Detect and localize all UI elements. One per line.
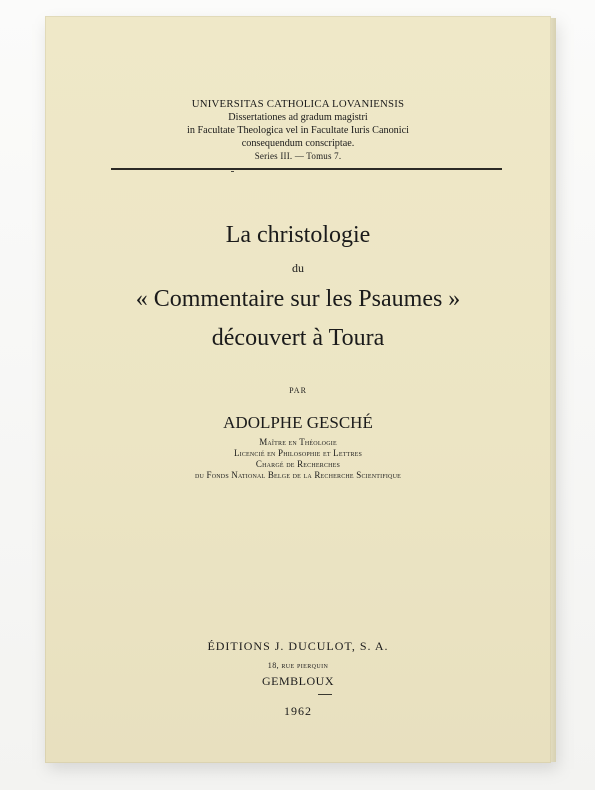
by-label: PAR <box>289 386 307 395</box>
credit-line-1: Maître en Théologie <box>259 437 337 447</box>
credit-line-2: Licencié en Philosophie et Lettres <box>233 448 363 458</box>
book-title-line-1: La christologie <box>225 222 371 248</box>
series-volume: Series III. — Tomus 7. <box>254 151 342 161</box>
series-line-4: consequendum conscriptae. <box>241 138 355 149</box>
publisher-city: GEMBLOUX <box>262 674 334 688</box>
book-title-line-4: découvert à Toura <box>211 325 385 351</box>
series-line-2: Dissertationes ad gradum magistri <box>228 112 368 123</box>
publisher-rule <box>318 694 332 695</box>
series-block <box>45 98 551 162</box>
series-line-3: in Facultate Theologica vel in Facultate Iuris Canonici <box>187 125 409 136</box>
book-cover <box>45 16 551 763</box>
rule-mark <box>231 171 234 172</box>
book-title-line-3: « Commentaire sur les Psaumes » <box>135 286 461 312</box>
author-name: ADOLPHE GESCHÉ <box>223 413 373 432</box>
book-title-line-2: du <box>292 261 304 275</box>
credit-line-3: Chargé de Recherches <box>255 459 341 469</box>
publisher-address: 18, rue pierquin <box>267 661 329 670</box>
institution-name: UNIVERSITAS CATHOLICA LOVANIENSIS <box>191 98 405 110</box>
credit-line-4: du Fonds National Belge de la Recherche Scientifique <box>195 470 401 480</box>
publisher-name: ÉDITIONS J. DUCULOT, S. A. <box>207 639 389 653</box>
author-credits <box>45 437 551 481</box>
top-rule <box>111 168 502 170</box>
publication-year: 1962 <box>284 704 312 718</box>
